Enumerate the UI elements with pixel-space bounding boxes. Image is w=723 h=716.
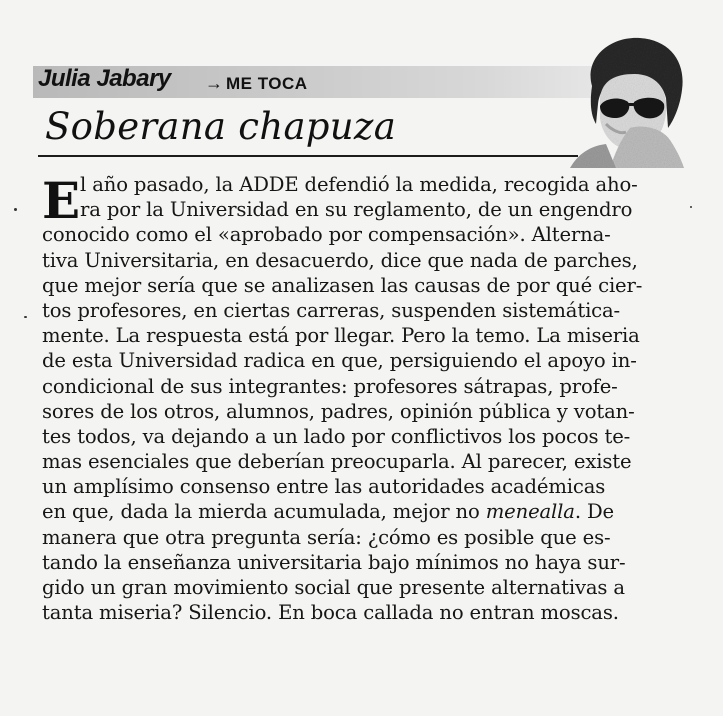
article-line: gido un gran movimiento social que presente alternativas a xyxy=(42,576,625,599)
article-line: conocido como el «aprobado por compensación». Alterna- xyxy=(42,223,611,247)
article-line: de esta Universidad radica en que, persiguiendo el apoyo in- xyxy=(42,349,637,373)
arrow-icon: → xyxy=(205,73,223,93)
scan-speck xyxy=(14,208,17,211)
author-name: Julia Jabary xyxy=(38,65,171,92)
article-line: condicional de sus integrantes: profesores sátrapas, profe- xyxy=(42,374,618,398)
article-line: tos profesores, en ciertas carreras, suspenden sistemática- xyxy=(42,298,621,322)
scan-speck xyxy=(24,316,27,318)
article-body xyxy=(42,172,662,625)
italic-word: menealla xyxy=(485,500,575,524)
article-line: tiva Universitaria, en desacuerdo, dice que nada de parches, xyxy=(42,248,638,272)
article-line: un amplísimo consenso entre las autoridades académicas xyxy=(42,475,606,499)
article-line: mente. La respuesta está por llegar. Pero la temo. La miseria xyxy=(42,324,640,348)
scan-speck xyxy=(690,206,692,208)
article-line: l año pasado, la ADDE defendió la medida, recogida aho- xyxy=(80,173,638,196)
headline: Soberana chapuza xyxy=(45,105,397,148)
author-portrait-icon xyxy=(570,28,688,168)
article-line: tando la enseñanza universitaria bajo mínimos no haya sur- xyxy=(42,550,626,574)
line-tail: . De xyxy=(574,500,614,524)
section-name: ME TOCA xyxy=(226,74,308,93)
article-line: mas esenciales que deberían preocuparla. Al parecer, existe xyxy=(42,450,632,474)
article-line: manera que otra pregunta sería: ¿cómo es posible que es- xyxy=(42,525,611,549)
article-line: sores de los otros, alumnos, padres, opinión pública y votan- xyxy=(42,399,635,423)
article-line: tes todos, va dejando a un lado por conflictivos los pocos te- xyxy=(42,424,631,448)
article-line: que mejor sería que se analizasen las causas de por qué cier- xyxy=(42,273,643,297)
article-line-with-italic xyxy=(42,499,662,524)
header-rule xyxy=(38,155,578,157)
line-text: en que, dada la mierda acumulada, mejor no xyxy=(42,500,486,524)
drop-cap: E xyxy=(42,171,81,230)
article-line: ra por la Universidad en su reglamento, de un engendro xyxy=(80,198,633,222)
article-line: tanta miseria? Silencio. En boca callada no entran moscas. xyxy=(42,601,619,625)
